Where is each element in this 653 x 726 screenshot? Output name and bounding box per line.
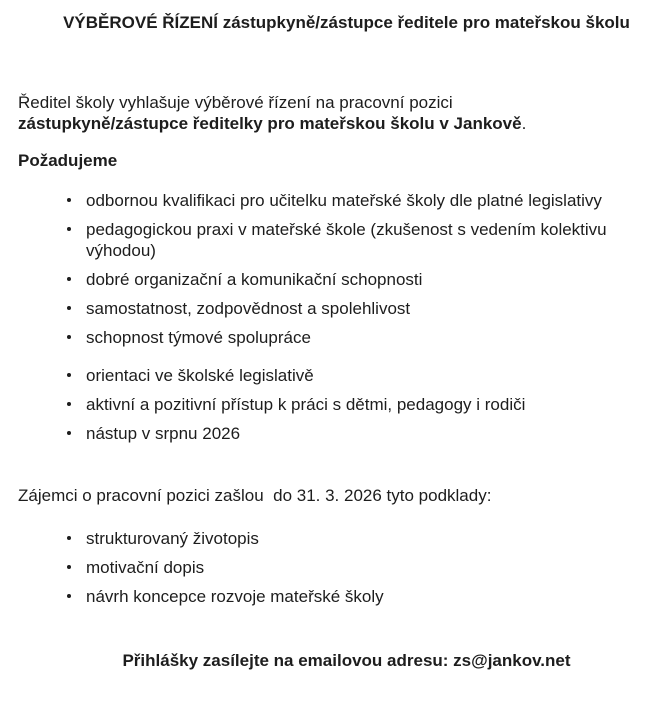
requirement-item (0, 423, 653, 444)
bullet-icon (67, 373, 71, 377)
bullet-icon (67, 536, 71, 540)
intro-line-1: Ředitel školy vyhlašuje výběrové řízení na pracovní pozici (18, 93, 453, 112)
requirement-text: samostatnost, zodpovědnost a spolehlivost (86, 299, 411, 318)
bullet-icon (67, 277, 71, 281)
intro-line-2-suffix: . (521, 114, 527, 133)
document-text: strukturovaný životopis (86, 529, 259, 548)
bullet-icon (67, 335, 71, 339)
position-name-bold: zástupkyně/zástupce ředitelky pro mateřskou školu v Jankově (18, 114, 522, 133)
document-item (0, 528, 653, 549)
requirement-text: dobré organizační a komunikační schopnosti (86, 270, 423, 289)
intro-line-2 (18, 113, 653, 134)
document-text: motivační dopis (86, 558, 205, 577)
document-item (0, 586, 653, 607)
requirement-item (0, 219, 653, 261)
bullet-icon (67, 594, 71, 598)
intro-paragraph (18, 92, 653, 134)
requirement-item (0, 190, 653, 211)
requirement-text: orientaci ve školské legislativě (86, 366, 314, 385)
document-text: návrh koncepce rozvoje mateřské školy (86, 587, 384, 606)
requirement-text: schopnost týmové spolupráce (86, 328, 311, 347)
documents-list (0, 528, 653, 607)
bullet-icon (67, 565, 71, 569)
requirement-text: aktivní a pozitivní přístup k práci s dětmi, pedagogy i rodiči (86, 395, 526, 414)
requirements-list-secondary (0, 365, 653, 444)
requirement-item (0, 269, 653, 290)
requirement-text: nástup v srpnu 2026 (86, 424, 241, 443)
requirement-text: pedagogickou praxi v mateřské škole (zkušenost s vedením kolektivu výhodou) (86, 220, 607, 260)
bullet-icon (67, 431, 71, 435)
bullet-icon (67, 227, 71, 231)
bullet-icon (67, 306, 71, 310)
document-item (0, 557, 653, 578)
requirements-heading: Požadujeme (18, 151, 118, 170)
submission-paragraph: Zájemci o pracovní pozici zašlou do 31. 3. 2026 tyto podklady: (18, 486, 492, 505)
bullet-icon (67, 402, 71, 406)
footer-note: Přihlášky zasílejte na emailovou adresu: zs@jankov.net (122, 651, 571, 670)
requirement-item (0, 394, 653, 415)
requirement-item (0, 298, 653, 319)
requirement-item (0, 365, 653, 386)
requirement-item (0, 327, 653, 348)
requirement-text: odbornou kvalifikaci pro učitelku mateřské školy dle platné legislativy (86, 191, 602, 210)
bullet-icon (67, 198, 71, 202)
requirements-list-primary (0, 190, 653, 348)
page-title: VÝBĚROVÉ ŘÍZENÍ zástupkyně/zástupce ředitele pro mateřskou školu (63, 13, 630, 32)
